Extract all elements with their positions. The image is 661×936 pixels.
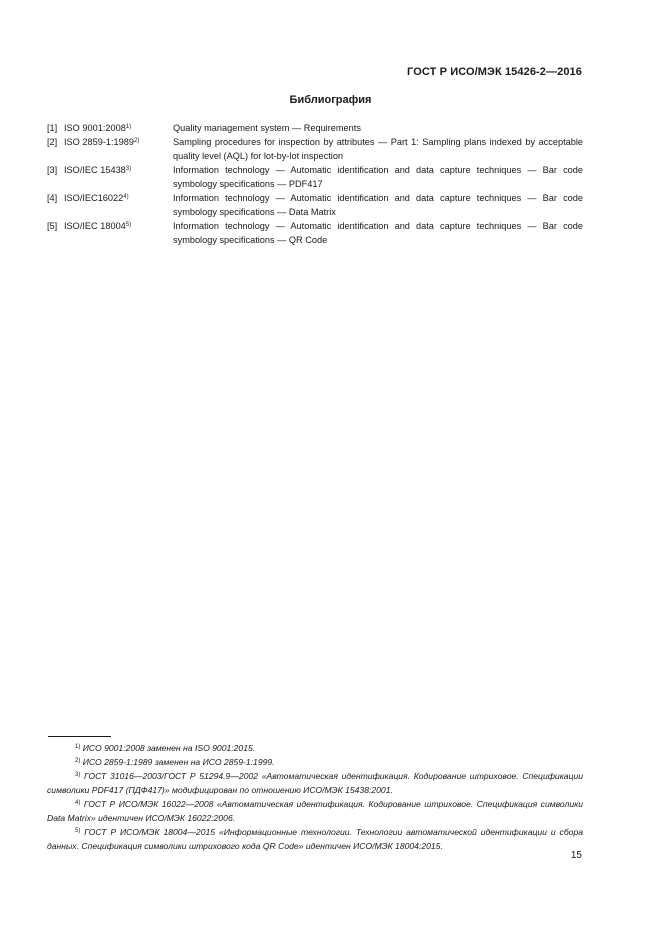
footnote-divider: [48, 736, 111, 737]
reference-code: ISO 9001:2008: [64, 123, 126, 133]
footnote: [47, 825, 583, 853]
entry-number: [4]: [47, 193, 58, 203]
entry-number: [3]: [47, 165, 58, 175]
section-title: Библиография: [289, 94, 372, 106]
bibliography-entry: [47, 219, 583, 247]
footnote-text: ГОСТ Р ИСО/МЭК 16022—2008 «Автоматическая идентификация. Кодирование штриховое. Спецификация символики Data Matrix» идентичен ИСО/МЭК 16022:2006.: [47, 799, 583, 823]
entry-reference: [64, 219, 173, 247]
footnote-text: ИСО 9001:2008 заменен на ISO 9001:2015.: [82, 743, 256, 753]
bibliography-entry: [47, 191, 583, 219]
reference-code: ISO 2859-1:1989: [64, 137, 134, 147]
footnote: [47, 741, 583, 755]
footnote-marker: 5): [125, 222, 132, 228]
entry-description: Quality management system — Requirements: [173, 123, 361, 133]
footnote-number: 4): [75, 800, 81, 806]
reference-code: ISO/IEC 18004: [64, 221, 126, 231]
entry-description: Information technology — Automatic identification and data capture techniques — Bar code symbology specifications — QR Code: [173, 221, 583, 245]
footnote: [47, 797, 583, 825]
footnote-marker: 2): [133, 138, 140, 144]
footnote-text: ГОСТ Р ИСО/МЭК 18004—2015 «Информационные технологии. Технологии автоматической идентификации и сбора данных. Спецификация символики штрихового кода QR Code» идентичен ИСО/МЭК 18004:2015.: [47, 827, 584, 851]
bibliography-list: [47, 121, 583, 247]
footnote-marker: 4): [123, 194, 129, 200]
entry-description: Information technology — Automatic identification and data capture techniques — Bar code symbology specifications — Data Matrix: [173, 193, 583, 217]
entry-reference: [64, 121, 173, 135]
footnote-text: ГОСТ 31016—2003/ГОСТ Р 51294.9—2002 «Автоматическая идентификация. Кодирование штриховое. Спецификации символики PDF417 (ПДФ417)» модифицирован по отношению ИСО/МЭК 15438:2001.: [47, 771, 584, 795]
entry-description: Information technology — Automatic identification and data capture techniques — Bar code symbology specifications — PDF417: [173, 165, 583, 189]
footnotes: [47, 741, 583, 853]
footnote-number: 1): [75, 744, 81, 750]
entry-reference: [64, 135, 173, 163]
footnote: [47, 755, 583, 769]
reference-code: ISO/IEC16022: [64, 193, 124, 203]
entry-reference: [64, 191, 173, 219]
page-number: 15: [570, 850, 582, 861]
entry-number: [1]: [47, 123, 58, 133]
standard-designation: ГОСТ Р ИСО/МЭК 15426-2—2016: [407, 66, 582, 78]
entry-description: Sampling procedures for inspection by attributes — Part 1: Sampling plans indexed by acceptable quality level (AQL) for lot-by-lot inspection: [173, 137, 583, 161]
footnote-number: 3): [75, 772, 81, 778]
footnote-number: 5): [75, 828, 81, 834]
footnote-marker: 1): [125, 124, 132, 130]
bibliography-entry: [47, 163, 583, 191]
footnote-number: 2): [75, 758, 81, 764]
entry-number: [5]: [47, 221, 58, 231]
entry-number: [2]: [47, 137, 58, 147]
bibliography-entry: [47, 121, 583, 135]
footnote-marker: 3): [125, 166, 132, 172]
footnote-text: ИСО 2859-1:1989 заменен на ИСО 2859-1:1999.: [82, 757, 275, 767]
entry-reference: [64, 163, 173, 191]
footnote: [47, 769, 583, 797]
bibliography-entry: [47, 135, 583, 163]
reference-code: ISO/IEC 15438: [64, 165, 126, 175]
